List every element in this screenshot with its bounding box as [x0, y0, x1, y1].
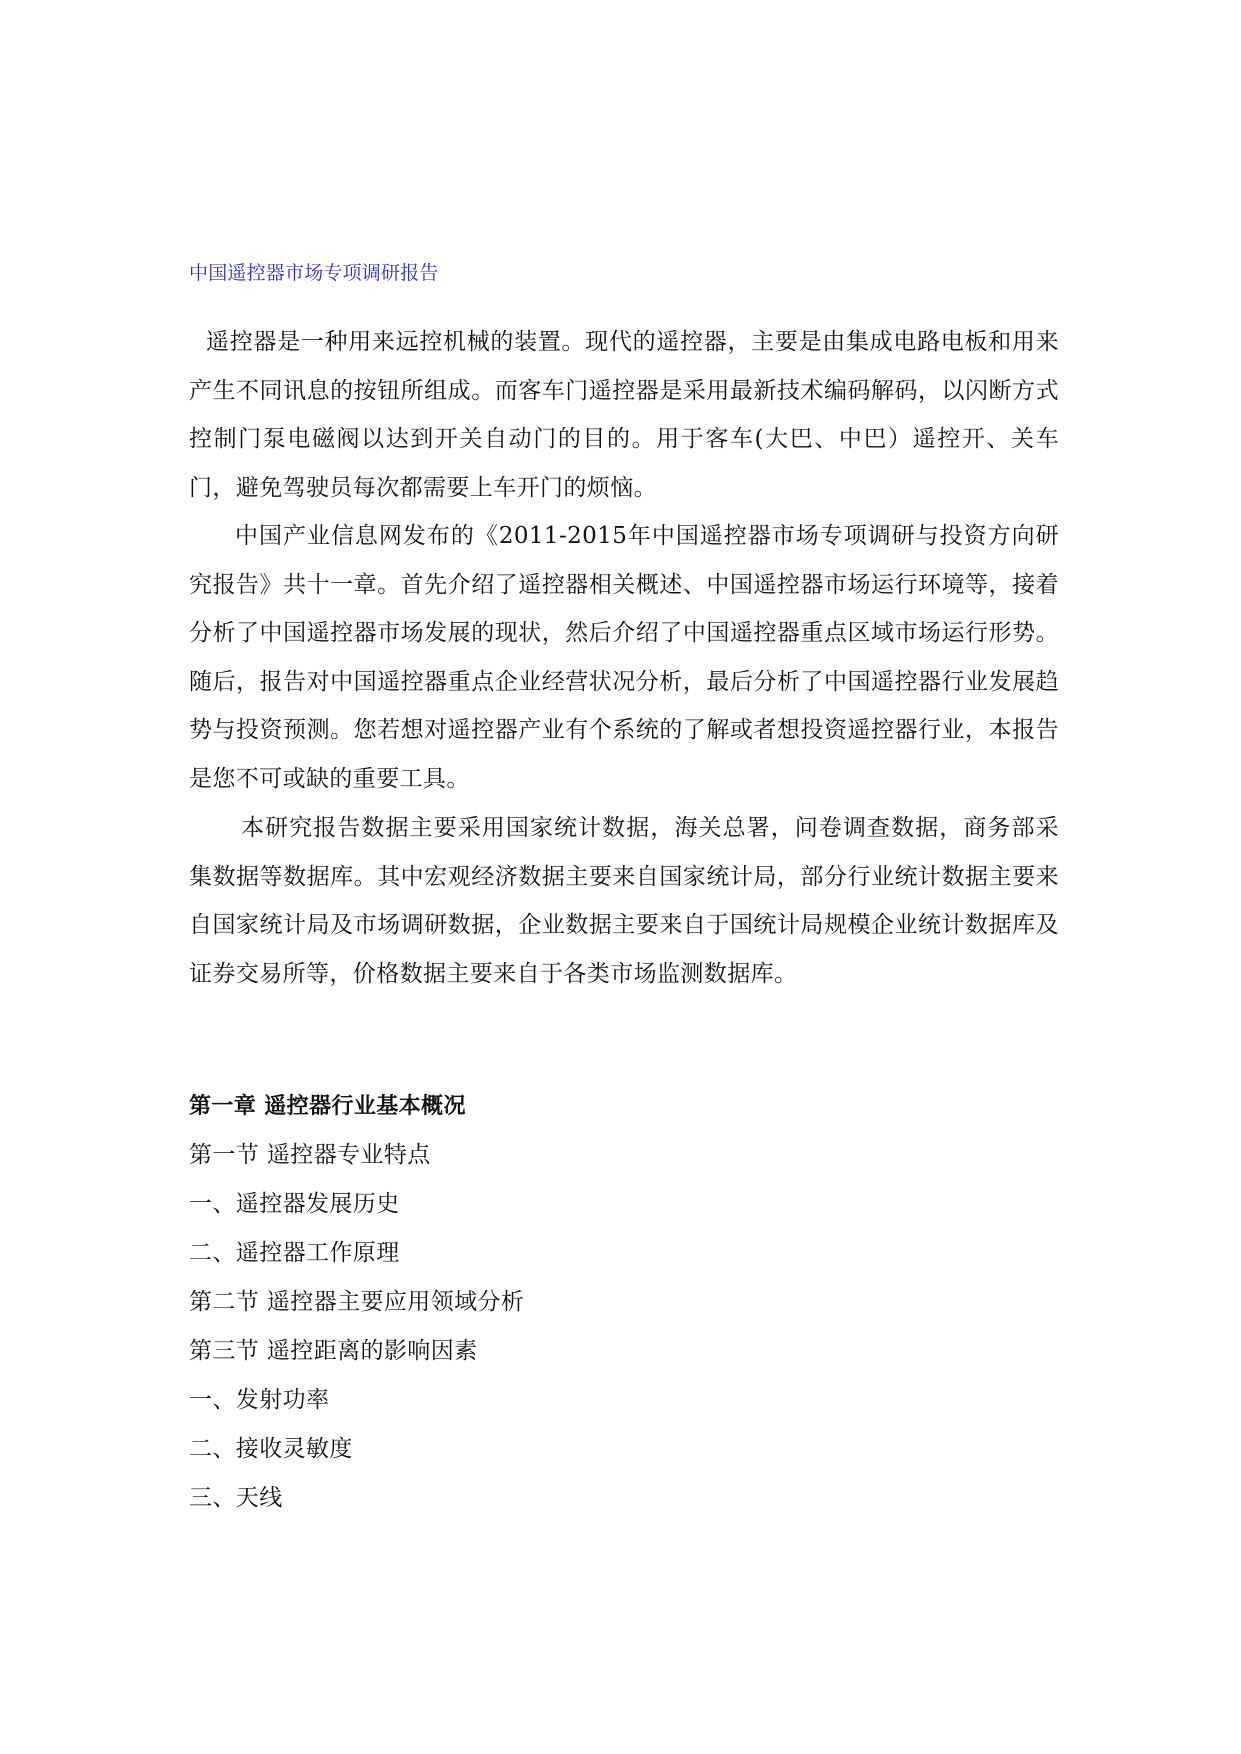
toc-item: 三、天线: [189, 1485, 283, 1511]
toc-item: 一、发射功率: [189, 1387, 330, 1413]
report-summary-paragraph: 中国产业信息网发布的《2011-2015年中国遥控器市场专项调研与投资方向研究报告》共十一章。首先介绍了遥控器相关概述、中国遥控器市场运行环境等，接着分析了中国遥控器市场发展的现状，然后介绍了中国遥控器重点区域市场运行形势。随后，报告对中国遥控器重点企业经营状况分析，最后分析了中国遥控器行业发展趋势与投资预测。您若想对遥控器产业有个系统的了解或者想投资遥控器行业，本报告是您不可或缺的重要工具。: [189, 523, 1059, 792]
toc-item: 一、遥控器发展历史: [189, 1191, 400, 1217]
intro-paragraph: 遥控器是一种用来远控机械的装置。现代的遥控器，主要是由集成电路电板和用来产生不同讯息的按钮所组成。而客车门遥控器是采用最新技术编码解码，以闪断方式控制门泵电磁阀以达到开关自动门的目的。用于客车(大巴、中巴）遥控开、关车门，避免驾驶员每次都需要上车开门的烦恼。: [189, 329, 1059, 501]
toc-item: 第三节 遥控距离的影响因素: [189, 1338, 478, 1364]
table-of-contents: [189, 1082, 1049, 1523]
toc-item: 二、接收灵敏度: [189, 1436, 353, 1462]
toc-item: 第二节 遥控器主要应用领域分析: [189, 1289, 525, 1315]
toc-item: 第一节 遥控器专业特点: [189, 1142, 431, 1168]
data-source-paragraph: 本研究报告数据主要采用国家统计数据，海关总署，问卷调查数据，商务部采集数据等数据库。其中宏观经济数据主要来自国家统计局，部分行业统计数据主要来自国家统计局及市场调研数据，企业数据主要来自于国统计局规模企业统计数据库及证券交易所等，价格数据主要来自于各类市场监测数据库。: [189, 815, 1059, 987]
toc-item: 二、遥控器工作原理: [189, 1240, 400, 1266]
toc-chapter-heading: 第一章 遥控器行业基本概况: [189, 1094, 466, 1119]
report-title-link[interactable]: 中国遥控器市场专项调研报告: [189, 262, 439, 284]
